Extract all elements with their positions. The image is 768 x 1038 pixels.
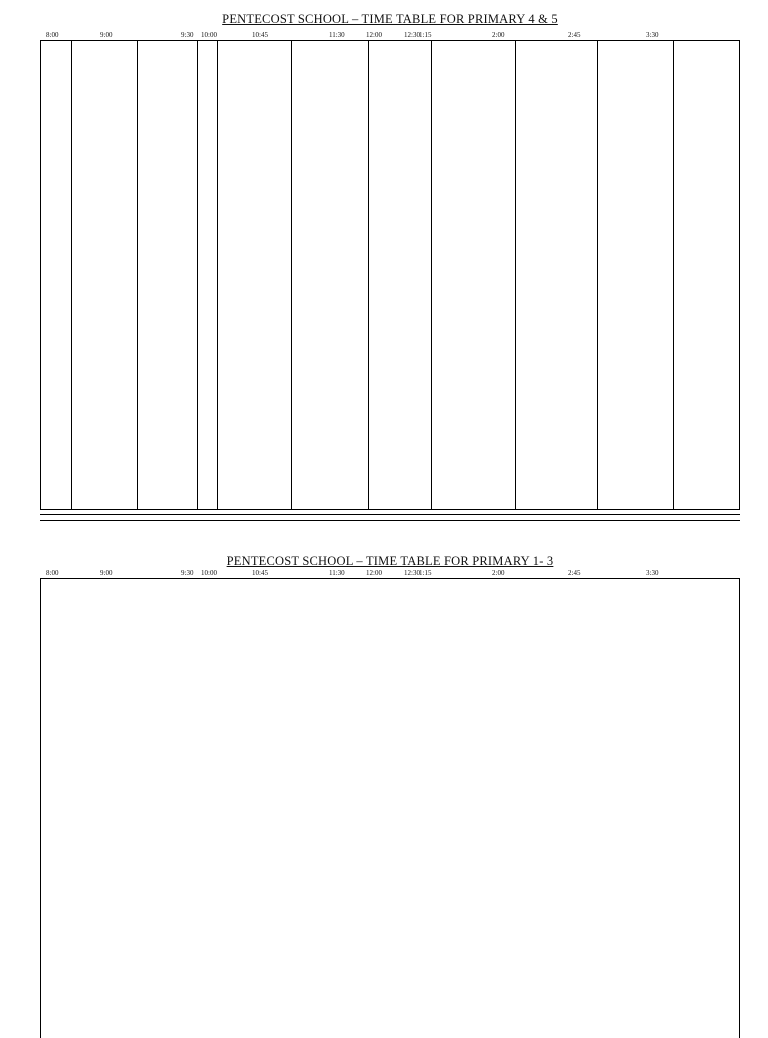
time-label: 10:45 — [252, 569, 268, 577]
time-label: 8:00 — [46, 31, 59, 39]
column-divider — [291, 41, 292, 509]
time-label: 10:45 — [252, 31, 268, 39]
time-label: 3:30 — [646, 569, 659, 577]
primary-1-3-timetable — [40, 552, 740, 1024]
time-label: 2:00 — [492, 569, 505, 577]
column-divider — [368, 41, 369, 509]
time-label: 9:30 — [181, 31, 194, 39]
primary-4-5-timetable — [40, 10, 740, 510]
time-label: 9:30 — [181, 569, 194, 577]
time-label: 11:30 — [329, 569, 345, 577]
column-divider — [597, 41, 598, 509]
divider-line — [40, 520, 740, 521]
timetable-grid — [40, 578, 740, 1038]
divider-line — [40, 514, 740, 515]
time-label: 10:00 — [201, 569, 217, 577]
time-label: 1:15 — [419, 569, 432, 577]
timetable-title: PENTECOST SCHOOL – TIME TABLE FOR PRIMARY 4 & 5 — [222, 12, 558, 26]
time-label: 2:45 — [568, 569, 581, 577]
column-divider — [197, 41, 198, 509]
time-label: 2:00 — [492, 31, 505, 39]
timetable-title: PENTECOST SCHOOL – TIME TABLE FOR PRIMARY 1- 3 — [226, 554, 554, 568]
column-divider — [673, 41, 674, 509]
time-label: 10:00 — [201, 31, 217, 39]
time-label: 11:30 — [329, 31, 345, 39]
time-label: 9:00 — [100, 31, 113, 39]
time-label: 12:00 — [366, 31, 382, 39]
time-label: 9:00 — [100, 569, 113, 577]
time-label: 12:30 — [404, 569, 420, 577]
column-divider — [137, 41, 138, 509]
column-divider — [71, 41, 72, 509]
time-label: 3:30 — [646, 31, 659, 39]
timetable-grid — [40, 40, 740, 510]
column-divider — [217, 41, 218, 509]
time-label: 12:30 — [404, 31, 420, 39]
time-label: 1:15 — [419, 31, 432, 39]
time-label: 2:45 — [568, 31, 581, 39]
time-label: 12:00 — [366, 569, 382, 577]
column-divider — [431, 41, 432, 509]
column-divider — [515, 41, 516, 509]
time-label: 8:00 — [46, 569, 59, 577]
